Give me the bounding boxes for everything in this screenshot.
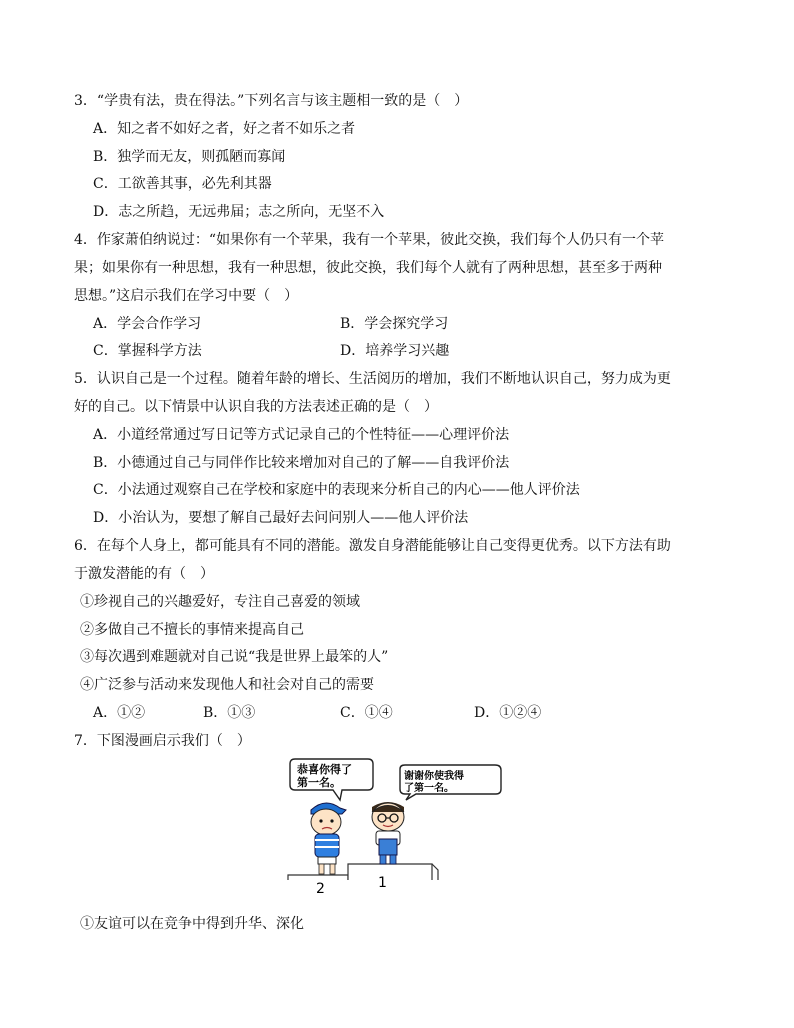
kid-first-place: [372, 802, 404, 864]
q3-option-c: C．工欲善其事，必先利其器: [93, 176, 272, 192]
q6-statement-4: ④广泛参与活动来发现他人和社会对自己的需要: [80, 677, 374, 693]
q5-option-d: D．小治认为，要想了解自己最好去问问别人——他人评价法: [93, 510, 469, 526]
bubble-left-line-2: 第一名。: [297, 776, 341, 789]
q5-option-b: B．小德通过自己与同伴作比较来增加对自己的了解——自我评价法: [93, 455, 510, 471]
podium-label-2: 2: [316, 881, 325, 897]
q5-option-a: A．小道经常通过写日记等方式记录自己的个性特征——心理评价法: [93, 427, 510, 443]
podium: [288, 864, 438, 880]
q3-option-d: D．志之所趋，无远弗届；志之所向，无坚不入: [93, 204, 385, 220]
q6-statement-3: ③每次遇到难题就对自己说“我是世界上最笨的人”: [80, 649, 389, 665]
q4-option-d: D．培养学习兴趣: [340, 343, 450, 359]
q4-option-b: B．学会探究学习: [340, 316, 449, 332]
q6-option-b: B．①③: [203, 705, 256, 721]
q6-option-d: D．①②④: [474, 705, 542, 721]
q3-option-b: B．独学而无友，则孤陋而寡闻: [93, 149, 286, 165]
q4-stem-line-2: 果；如果你有一种思想，我有一种思想，彼此交换，我们每个人就有了两种思想，甚至多于两种: [74, 260, 662, 276]
comic-illustration: [280, 757, 505, 897]
kid-second-place: [311, 803, 346, 874]
q6-statement-1: ①珍视自己的兴趣爱好，专注自己喜爱的领域: [80, 594, 360, 610]
q6-option-c: C．①④: [340, 705, 393, 721]
podium-label-1: 1: [378, 875, 387, 891]
q3-option-a: A．知之者不如好之者，好之者不如乐之者: [93, 121, 356, 137]
q4-stem-line-1: 4．作家萧伯纳说过：“如果你有一个苹果，我有一个苹果，彼此交换，我们每个人仍只有一个苹: [74, 232, 665, 248]
q3-stem: 3．“学贵有法，贵在得法。”下列名言与该主题相一致的是（ ）: [74, 93, 469, 109]
q4-stem-line-3: 思想。”这启示我们在学习中要（ ）: [74, 288, 299, 304]
q6-stem-line-1: 6．在每个人身上，都可能具有不同的潜能。激发自身潜能能够让自己变得更优秀。以下方法有助: [74, 538, 671, 554]
q6-stem-line-2: 于激发潜能的有（ ）: [74, 566, 214, 582]
q5-stem-line-2: 好的自己。以下情景中认识自我的方法表述正确的是（ ）: [74, 399, 438, 415]
speech-bubble-left: [290, 759, 373, 800]
q4-option-c: C．掌握科学方法: [93, 343, 202, 359]
bubble-right-line-1: 谢谢你使我得: [404, 771, 464, 782]
q4-option-a: A．学会合作学习: [93, 316, 202, 332]
bubble-left-line-1: 恭喜你得了: [297, 763, 352, 776]
q7-stem: 7．下图漫画启示我们（ ）: [74, 733, 251, 749]
q5-stem-line-1: 5．认识自己是一个过程。随着年龄的增长、生活阅历的增加，我们不断地认识自己，努力成为更: [74, 371, 671, 387]
q6-statement-2: ②多做自己不擅长的事情来提高自己: [80, 622, 304, 638]
q5-option-c: C．小法通过观察自己在学校和家庭中的表现来分析自己的内心——他人评价法: [93, 482, 580, 498]
q6-option-a: A．①②: [93, 705, 146, 721]
q7-statement-1: ①友谊可以在竞争中得到升华、深化: [80, 916, 304, 932]
bubble-right-line-2: 了第一名。: [404, 783, 454, 794]
speech-bubble-right: [400, 765, 501, 800]
